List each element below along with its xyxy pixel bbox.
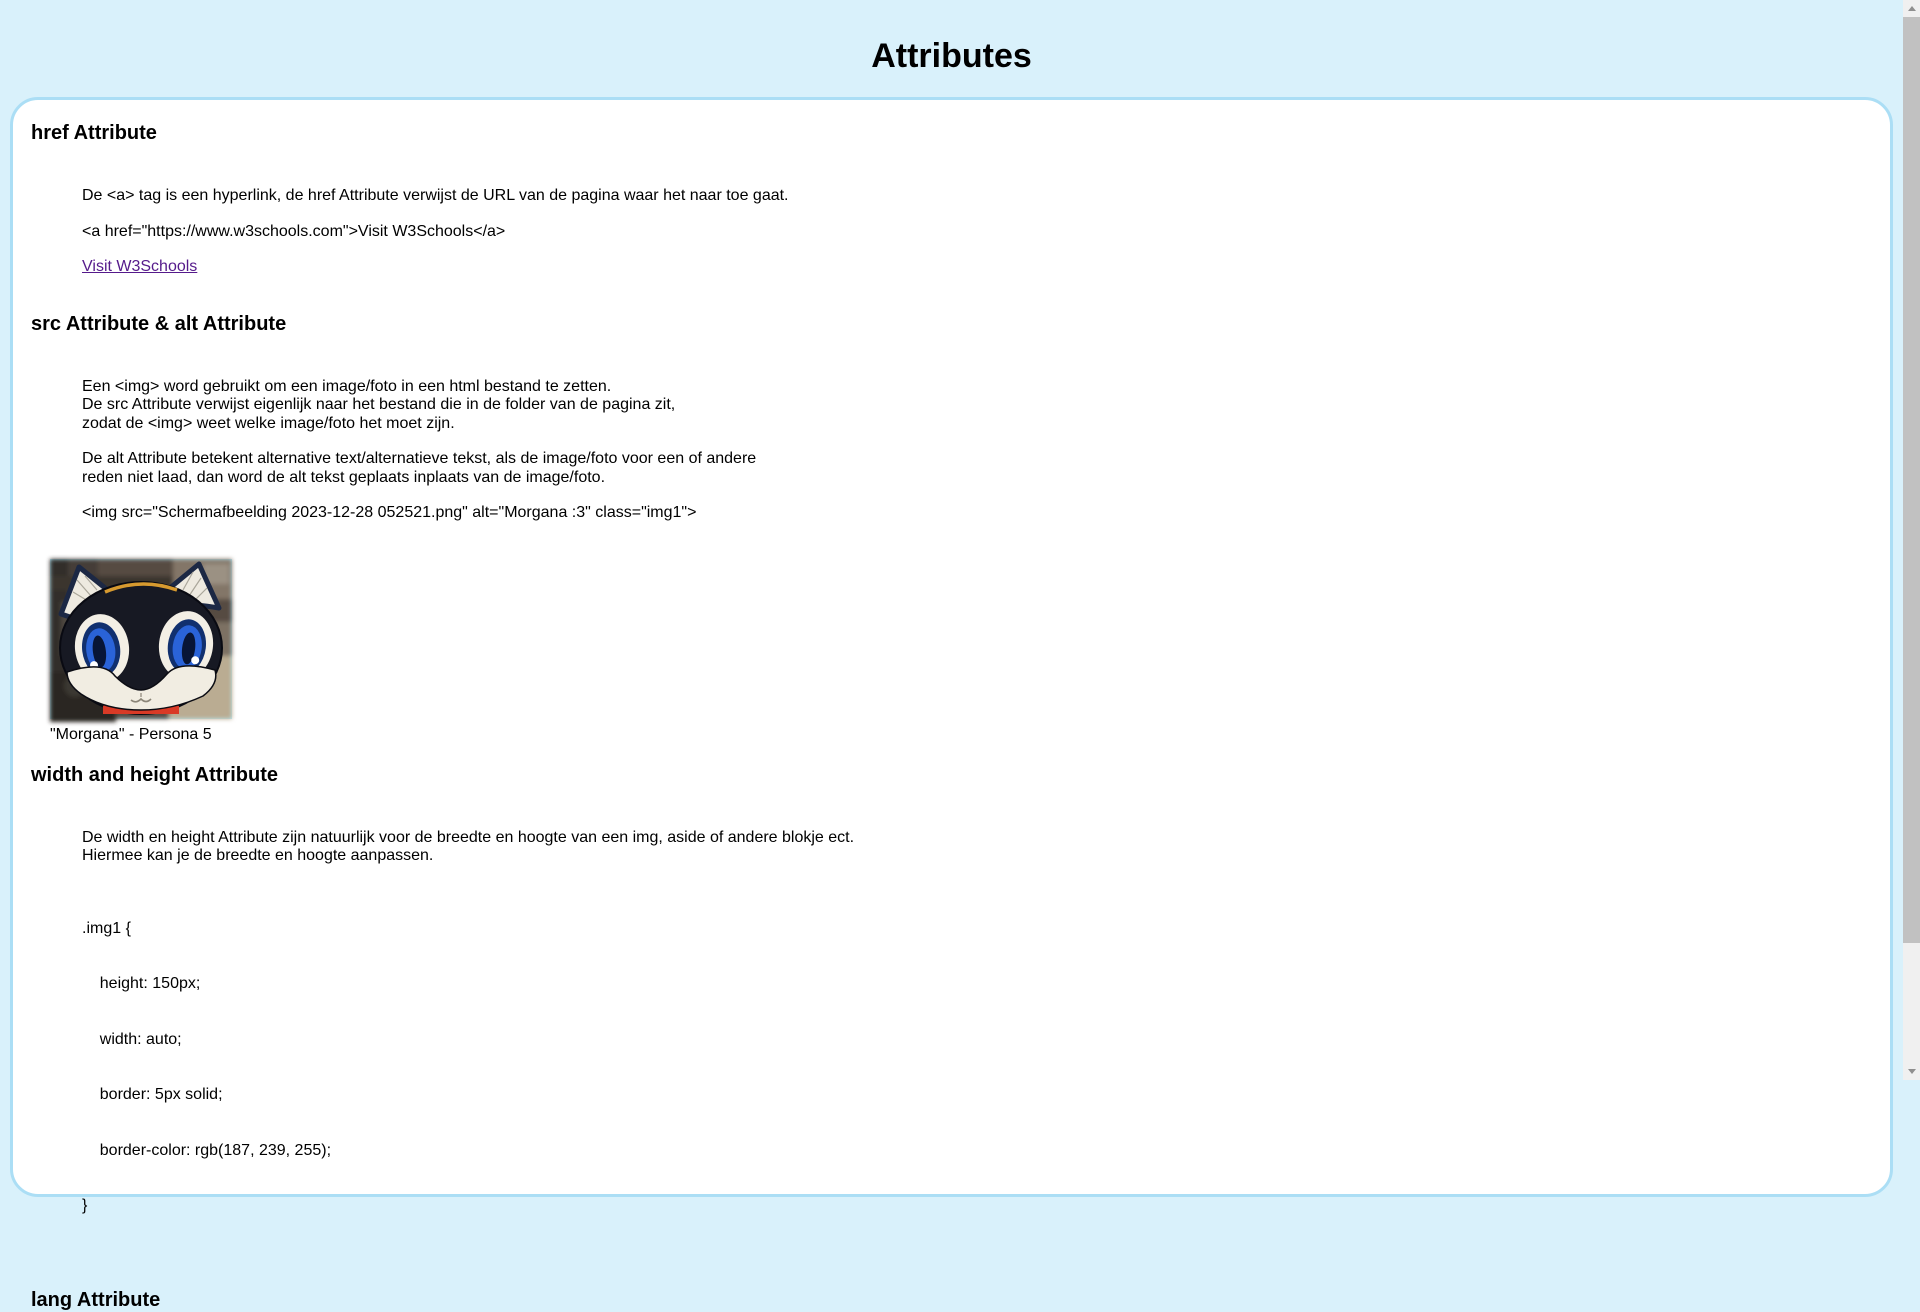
content-card xyxy=(10,97,1893,1311)
paragraph-line: Hiermee kan je de breedte en hoogte aanpassen. xyxy=(82,847,434,864)
morgana-image xyxy=(50,559,232,719)
paragraph-line: De src Attribute verwijst eigenlijk naar het bestand die in de folder van de pagina zit, xyxy=(82,396,676,413)
morgana-figure xyxy=(50,559,1870,744)
paragraph-width-height-description xyxy=(82,829,1870,866)
heading-href-attribute: href Attribute xyxy=(31,122,157,144)
paragraph-line: Een <img> word gebruikt om een image/foto in een html bestand te zetten. xyxy=(82,377,612,395)
paragraph-href-description: De <a> tag is een hyperlink, de href Attribute verwijst de URL van de pagina waar het naar toe gaat. xyxy=(82,187,789,204)
paragraph-alt-description xyxy=(82,450,1870,487)
paragraph-line: De alt Attribute betekent alternative text/alternatieve tekst, als de image/foto voor een of andere xyxy=(82,450,757,467)
code-line: .img1 { xyxy=(82,919,131,937)
heading-lang-attribute: lang Attribute xyxy=(31,1288,161,1311)
scrollbar-up-button[interactable] xyxy=(1903,0,1920,17)
paragraph-line: zodat de <img> weet welke image/foto het moet zijn. xyxy=(82,414,455,432)
scrollbar-down-button[interactable] xyxy=(1903,1063,1920,1080)
code-example-anchor-tag: <a href="https://www.w3schools.com">Visit W3Schools</a> xyxy=(82,222,506,240)
triangle-down-icon xyxy=(1908,1069,1916,1074)
heading-src-alt-attribute: src Attribute & alt Attribute xyxy=(31,312,287,335)
paragraph-line: De width en height Attribute zijn natuurlijk voor de breedte en hoogte van een img, aside of andere blokje ect. xyxy=(82,828,855,846)
code-line: } xyxy=(82,1197,88,1214)
code-line: width: auto; xyxy=(82,1030,182,1048)
vertical-scrollbar[interactable] xyxy=(1903,0,1920,1080)
paragraph-line: reden niet laad, dan word de alt tekst geplaats inplaats van de image/foto. xyxy=(82,468,606,486)
heading-width-height-attribute: width and height Attribute xyxy=(31,763,279,786)
code-line: border-color: rgb(187, 239, 255); xyxy=(82,1141,332,1159)
page-title: Attributes xyxy=(871,37,1032,75)
image-caption: "Morgana" - Persona 5 xyxy=(50,725,212,743)
css-code-block xyxy=(82,883,1870,1253)
paragraph-src-description xyxy=(82,378,1870,434)
code-line: border: 5px solid; xyxy=(82,1086,223,1103)
scrollbar-thumb[interactable] xyxy=(1903,17,1920,943)
code-line: height: 150px; xyxy=(82,975,201,992)
code-example-img-tag: <img src="Schermafbeelding 2023-12-28 052521.png" alt="Morgana :3" class="img1"> xyxy=(82,504,697,521)
triangle-up-icon xyxy=(1908,6,1916,11)
visit-w3schools-link[interactable]: Visit W3Schools xyxy=(82,258,198,275)
